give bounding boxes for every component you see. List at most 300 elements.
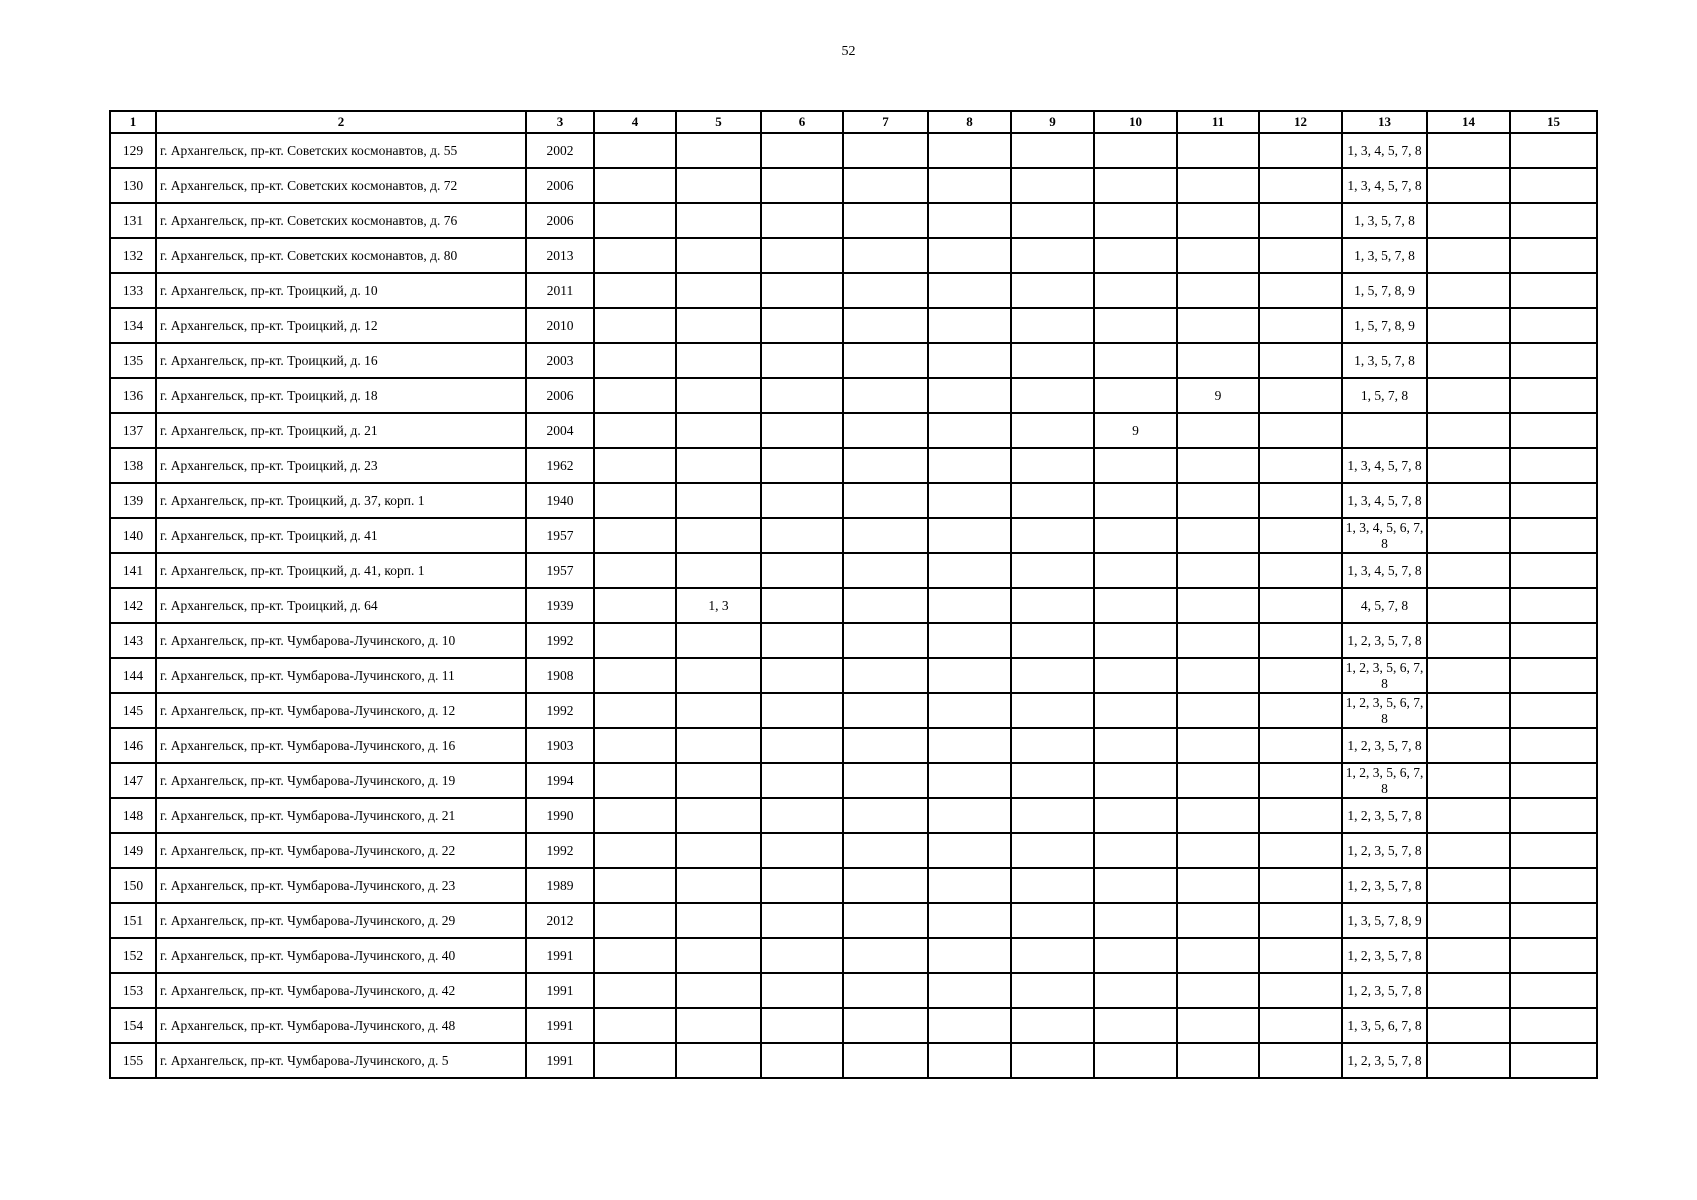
table-cell [761, 273, 843, 308]
table-cell [1177, 413, 1259, 448]
table-cell [928, 133, 1011, 168]
table-cell [594, 1008, 676, 1043]
table-cell [1011, 588, 1094, 623]
table-cell [594, 728, 676, 763]
table-cell [594, 238, 676, 273]
table-cell [1094, 588, 1177, 623]
table-cell [843, 133, 928, 168]
table-cell: 2006 [526, 378, 594, 413]
table-cell [1259, 588, 1342, 623]
table-cell: 1957 [526, 518, 594, 553]
table-cell [676, 378, 761, 413]
table-cell [928, 483, 1011, 518]
table-cell [594, 623, 676, 658]
column-header: 14 [1427, 111, 1510, 133]
table-cell [676, 1008, 761, 1043]
table-cell [1011, 133, 1094, 168]
table-row [110, 518, 1597, 553]
table-cell [928, 378, 1011, 413]
table-cell [676, 203, 761, 238]
table-cell [1177, 308, 1259, 343]
column-header: 2 [156, 111, 526, 133]
table-cell: 2003 [526, 343, 594, 378]
table-cell [843, 1043, 928, 1078]
table-row [110, 308, 1597, 343]
table-cell: 150 [110, 868, 156, 903]
table-cell [1259, 308, 1342, 343]
table-cell: 146 [110, 728, 156, 763]
table-cell: 1, 3, 5, 7, 8, 9 [1342, 903, 1427, 938]
table-cell [1427, 973, 1510, 1008]
table-cell [928, 308, 1011, 343]
table-cell [1427, 1008, 1510, 1043]
table-cell [843, 973, 928, 1008]
table-cell: г. Архангельск, пр-кт. Чумбарова-Лучинского, д. 40 [156, 938, 526, 973]
table-cell [594, 938, 676, 973]
table-cell: 1, 3, 5, 7, 8 [1342, 203, 1427, 238]
table-cell: 143 [110, 623, 156, 658]
table-cell: 1, 5, 7, 8, 9 [1342, 308, 1427, 343]
table-cell: 1, 3, 4, 5, 7, 8 [1342, 168, 1427, 203]
table-cell: 2010 [526, 308, 594, 343]
table-cell [843, 1008, 928, 1043]
table-cell: 140 [110, 518, 156, 553]
table-cell: 9 [1177, 378, 1259, 413]
table-row [110, 1043, 1597, 1078]
table-cell [676, 658, 761, 693]
table-row [110, 728, 1597, 763]
table-cell [843, 588, 928, 623]
table-cell [1177, 868, 1259, 903]
table-cell [761, 798, 843, 833]
table-cell [1427, 938, 1510, 973]
table-cell [1510, 833, 1597, 868]
table-cell: 1, 2, 3, 5, 7, 8 [1342, 833, 1427, 868]
table-cell [1259, 203, 1342, 238]
table-cell: 1, 2, 3, 5, 7, 8 [1342, 623, 1427, 658]
table-cell [843, 728, 928, 763]
table-cell [928, 763, 1011, 798]
table-cell [676, 448, 761, 483]
table-cell: 1, 2, 3, 5, 7, 8 [1342, 868, 1427, 903]
table-cell [1094, 938, 1177, 973]
table-cell [1177, 728, 1259, 763]
table-cell [1259, 273, 1342, 308]
table-cell: г. Архангельск, пр-кт. Троицкий, д. 18 [156, 378, 526, 413]
column-header: 7 [843, 111, 928, 133]
table-cell [761, 728, 843, 763]
table-cell [1427, 833, 1510, 868]
table-cell [761, 553, 843, 588]
table-cell [1177, 553, 1259, 588]
table-cell [1177, 133, 1259, 168]
table-cell: г. Архангельск, пр-кт. Чумбарова-Лучинского, д. 12 [156, 693, 526, 728]
table-row [110, 763, 1597, 798]
table-cell: г. Архангельск, пр-кт. Чумбарова-Лучинского, д. 16 [156, 728, 526, 763]
table-cell [1510, 763, 1597, 798]
table-cell [843, 798, 928, 833]
table-cell: 1, 5, 7, 8 [1342, 378, 1427, 413]
table-cell [1259, 553, 1342, 588]
table-cell: 1, 2, 3, 5, 6, 7, 8 [1342, 763, 1427, 798]
table-cell [1427, 273, 1510, 308]
table-cell [843, 273, 928, 308]
table-cell [1510, 693, 1597, 728]
table-cell [676, 868, 761, 903]
table-cell [676, 343, 761, 378]
table-cell [1011, 238, 1094, 273]
table-cell [1259, 168, 1342, 203]
table-cell: г. Архангельск, пр-кт. Чумбарова-Лучинского, д. 22 [156, 833, 526, 868]
table-cell: г. Архангельск, пр-кт. Чумбарова-Лучинского, д. 19 [156, 763, 526, 798]
table-cell [1510, 868, 1597, 903]
table-cell [761, 588, 843, 623]
table-cell [1177, 588, 1259, 623]
table-cell [1094, 868, 1177, 903]
table-cell [1177, 448, 1259, 483]
table-cell [1177, 1008, 1259, 1043]
table-cell [843, 168, 928, 203]
table-cell: 1957 [526, 553, 594, 588]
table-cell [1011, 553, 1094, 588]
table-cell [594, 588, 676, 623]
table-row [110, 833, 1597, 868]
table-cell [676, 518, 761, 553]
table-cell: 1991 [526, 938, 594, 973]
table-cell [1011, 1043, 1094, 1078]
column-header: 15 [1510, 111, 1597, 133]
table-cell: 1, 2, 3, 5, 7, 8 [1342, 798, 1427, 833]
table-cell [1094, 658, 1177, 693]
table-cell [594, 343, 676, 378]
table-cell: 1, 2, 3, 5, 6, 7, 8 [1342, 658, 1427, 693]
table-cell: 4, 5, 7, 8 [1342, 588, 1427, 623]
table-cell: 2006 [526, 168, 594, 203]
table-cell [761, 658, 843, 693]
table-cell [1011, 833, 1094, 868]
table-cell [1094, 903, 1177, 938]
table-cell [843, 448, 928, 483]
table-cell [594, 448, 676, 483]
table-cell: 1, 2, 3, 5, 7, 8 [1342, 973, 1427, 1008]
table-cell [928, 728, 1011, 763]
table-cell [928, 623, 1011, 658]
table-cell [843, 938, 928, 973]
table-cell [1094, 973, 1177, 1008]
table-cell [1177, 273, 1259, 308]
table-cell [1094, 273, 1177, 308]
table-cell [843, 238, 928, 273]
table-row [110, 483, 1597, 518]
table-cell: 1, 3, 5, 6, 7, 8 [1342, 1008, 1427, 1043]
table-cell [928, 238, 1011, 273]
table-cell [928, 413, 1011, 448]
table-cell: 1990 [526, 798, 594, 833]
table-row [110, 693, 1597, 728]
table-cell [1177, 798, 1259, 833]
table-cell [594, 168, 676, 203]
table-cell [1510, 448, 1597, 483]
table-cell [1177, 658, 1259, 693]
table-cell [676, 763, 761, 798]
column-header: 6 [761, 111, 843, 133]
table-cell [1510, 623, 1597, 658]
table-cell [1510, 658, 1597, 693]
table-cell: 1991 [526, 1043, 594, 1078]
table-cell [1094, 1043, 1177, 1078]
table-cell [1427, 413, 1510, 448]
table-cell [1011, 973, 1094, 1008]
table-cell: г. Архангельск, пр-кт. Чумбарова-Лучинского, д. 23 [156, 868, 526, 903]
table-cell [1094, 378, 1177, 413]
table-cell [676, 133, 761, 168]
table-cell [1510, 973, 1597, 1008]
table-cell [1094, 168, 1177, 203]
table-cell [676, 553, 761, 588]
table-row [110, 903, 1597, 938]
table-cell: г. Архангельск, пр-кт. Троицкий, д. 21 [156, 413, 526, 448]
table-cell [676, 238, 761, 273]
table-cell [594, 693, 676, 728]
table-cell: г. Архангельск, пр-кт. Советских космонавтов, д. 55 [156, 133, 526, 168]
table-cell [843, 553, 928, 588]
table-cell [1177, 238, 1259, 273]
table-cell [1510, 1043, 1597, 1078]
table-cell [594, 518, 676, 553]
table-cell [1094, 483, 1177, 518]
table-cell [1259, 238, 1342, 273]
table-row [110, 343, 1597, 378]
table-cell [761, 693, 843, 728]
table-cell: 1903 [526, 728, 594, 763]
table-cell [1177, 938, 1259, 973]
table-cell [1177, 1043, 1259, 1078]
data-table [109, 110, 1598, 1079]
table-cell [1259, 483, 1342, 518]
table-cell [761, 483, 843, 518]
table-cell [676, 1043, 761, 1078]
table-cell [1011, 868, 1094, 903]
table-row [110, 238, 1597, 273]
table-cell [843, 623, 928, 658]
table-cell [1259, 798, 1342, 833]
table-cell: 134 [110, 308, 156, 343]
table-cell: 148 [110, 798, 156, 833]
table-cell: 2002 [526, 133, 594, 168]
table-cell [594, 308, 676, 343]
table-cell [761, 133, 843, 168]
table-cell [928, 203, 1011, 238]
table-cell: 2012 [526, 903, 594, 938]
table-cell: 153 [110, 973, 156, 1008]
table-cell: 1, 3, 5, 7, 8 [1342, 238, 1427, 273]
table-cell [1011, 203, 1094, 238]
table-cell [1259, 448, 1342, 483]
table-cell: г. Архангельск, пр-кт. Чумбарова-Лучинского, д. 48 [156, 1008, 526, 1043]
table-cell: 135 [110, 343, 156, 378]
table-cell [1259, 343, 1342, 378]
table-cell [1011, 728, 1094, 763]
table-cell [1094, 133, 1177, 168]
table-cell: 151 [110, 903, 156, 938]
table-cell: 1962 [526, 448, 594, 483]
table-row [110, 658, 1597, 693]
table-cell [1011, 378, 1094, 413]
table-cell [1177, 483, 1259, 518]
table-cell [676, 798, 761, 833]
table-cell: 1991 [526, 973, 594, 1008]
table-row [110, 413, 1597, 448]
table-cell [1177, 203, 1259, 238]
table-cell: г. Архангельск, пр-кт. Троицкий, д. 23 [156, 448, 526, 483]
table-cell [1177, 833, 1259, 868]
table-cell [761, 938, 843, 973]
table-cell [843, 308, 928, 343]
table-row [110, 623, 1597, 658]
table-cell [928, 973, 1011, 1008]
table-cell [1510, 343, 1597, 378]
table-cell [1259, 868, 1342, 903]
column-header: 1 [110, 111, 156, 133]
table-cell: 131 [110, 203, 156, 238]
table-cell: 141 [110, 553, 156, 588]
table-cell [761, 868, 843, 903]
table-cell [1259, 378, 1342, 413]
table-cell [676, 833, 761, 868]
table-cell [1259, 658, 1342, 693]
table-cell: г. Архангельск, пр-кт. Троицкий, д. 16 [156, 343, 526, 378]
table-cell: г. Архангельск, пр-кт. Чумбарова-Лучинского, д. 21 [156, 798, 526, 833]
table-cell [1011, 623, 1094, 658]
table-cell [928, 833, 1011, 868]
table-cell [928, 518, 1011, 553]
table-cell: 142 [110, 588, 156, 623]
table-cell [676, 413, 761, 448]
table-cell [676, 273, 761, 308]
table-cell [761, 903, 843, 938]
table-cell [1177, 343, 1259, 378]
table-cell [1427, 518, 1510, 553]
table-cell [1011, 448, 1094, 483]
table-cell [1427, 343, 1510, 378]
table-cell [843, 343, 928, 378]
table-cell: 2004 [526, 413, 594, 448]
table-cell [843, 868, 928, 903]
table-cell [1011, 273, 1094, 308]
table-cell [1259, 938, 1342, 973]
table-cell [1510, 203, 1597, 238]
table-cell [1177, 518, 1259, 553]
table-cell [1427, 308, 1510, 343]
table-cell: 1, 3, 4, 5, 7, 8 [1342, 553, 1427, 588]
table-cell: г. Архангельск, пр-кт. Троицкий, д. 41 [156, 518, 526, 553]
table-cell [676, 973, 761, 1008]
table-cell [1427, 378, 1510, 413]
table-cell: г. Архангельск, пр-кт. Советских космонавтов, д. 76 [156, 203, 526, 238]
table-cell [1011, 413, 1094, 448]
table-row [110, 798, 1597, 833]
table-cell [1011, 168, 1094, 203]
column-header: 5 [676, 111, 761, 133]
table-cell: 1, 3 [676, 588, 761, 623]
table-cell: 9 [1094, 413, 1177, 448]
table-cell: г. Архангельск, пр-кт. Чумбарова-Лучинского, д. 29 [156, 903, 526, 938]
table-body [110, 133, 1597, 1078]
table-cell [761, 1043, 843, 1078]
column-header: 8 [928, 111, 1011, 133]
table-cell [594, 868, 676, 903]
table-cell [761, 763, 843, 798]
table-cell [761, 518, 843, 553]
table-cell: 1994 [526, 763, 594, 798]
table-cell: 154 [110, 1008, 156, 1043]
table-cell [1094, 623, 1177, 658]
table-cell [928, 693, 1011, 728]
table-cell [1011, 798, 1094, 833]
table-cell [1259, 1008, 1342, 1043]
table-cell [594, 658, 676, 693]
table-cell: 2013 [526, 238, 594, 273]
table-cell [1510, 238, 1597, 273]
table-cell [1259, 728, 1342, 763]
table-cell [928, 273, 1011, 308]
table-cell: 145 [110, 693, 156, 728]
table-cell: г. Архангельск, пр-кт. Троицкий, д. 41, корп. 1 [156, 553, 526, 588]
table-cell [1259, 763, 1342, 798]
column-header: 13 [1342, 111, 1427, 133]
table-cell [1011, 903, 1094, 938]
table-cell [843, 378, 928, 413]
table-cell [1427, 203, 1510, 238]
table-cell [1177, 693, 1259, 728]
table-cell: 1, 3, 4, 5, 7, 8 [1342, 483, 1427, 518]
table-cell [676, 168, 761, 203]
table-cell [676, 308, 761, 343]
table-cell [761, 343, 843, 378]
table-cell [1259, 973, 1342, 1008]
column-header: 10 [1094, 111, 1177, 133]
table-cell [1094, 203, 1177, 238]
table-cell [1094, 518, 1177, 553]
table-cell: г. Архангельск, пр-кт. Троицкий, д. 64 [156, 588, 526, 623]
table-cell: 1, 2, 3, 5, 7, 8 [1342, 728, 1427, 763]
table-cell [1094, 763, 1177, 798]
table-cell: 1992 [526, 693, 594, 728]
table-row [110, 168, 1597, 203]
table-cell [594, 798, 676, 833]
table-cell: 1, 3, 4, 5, 6, 7, 8 [1342, 518, 1427, 553]
table-cell [1094, 728, 1177, 763]
table-cell [1011, 308, 1094, 343]
table-cell [1094, 693, 1177, 728]
table-cell [1177, 903, 1259, 938]
table-cell [928, 1008, 1011, 1043]
table-cell [1510, 168, 1597, 203]
table-cell [761, 833, 843, 868]
table-cell: 1, 2, 3, 5, 6, 7, 8 [1342, 693, 1427, 728]
table-cell [1259, 518, 1342, 553]
table-cell [1510, 798, 1597, 833]
table-cell [594, 273, 676, 308]
table-cell [1177, 168, 1259, 203]
column-header: 3 [526, 111, 594, 133]
table-cell: г. Архангельск, пр-кт. Троицкий, д. 10 [156, 273, 526, 308]
table-cell [1510, 553, 1597, 588]
table-cell: 1940 [526, 483, 594, 518]
table-cell [1259, 1043, 1342, 1078]
table-cell: 1989 [526, 868, 594, 903]
table-cell [928, 868, 1011, 903]
